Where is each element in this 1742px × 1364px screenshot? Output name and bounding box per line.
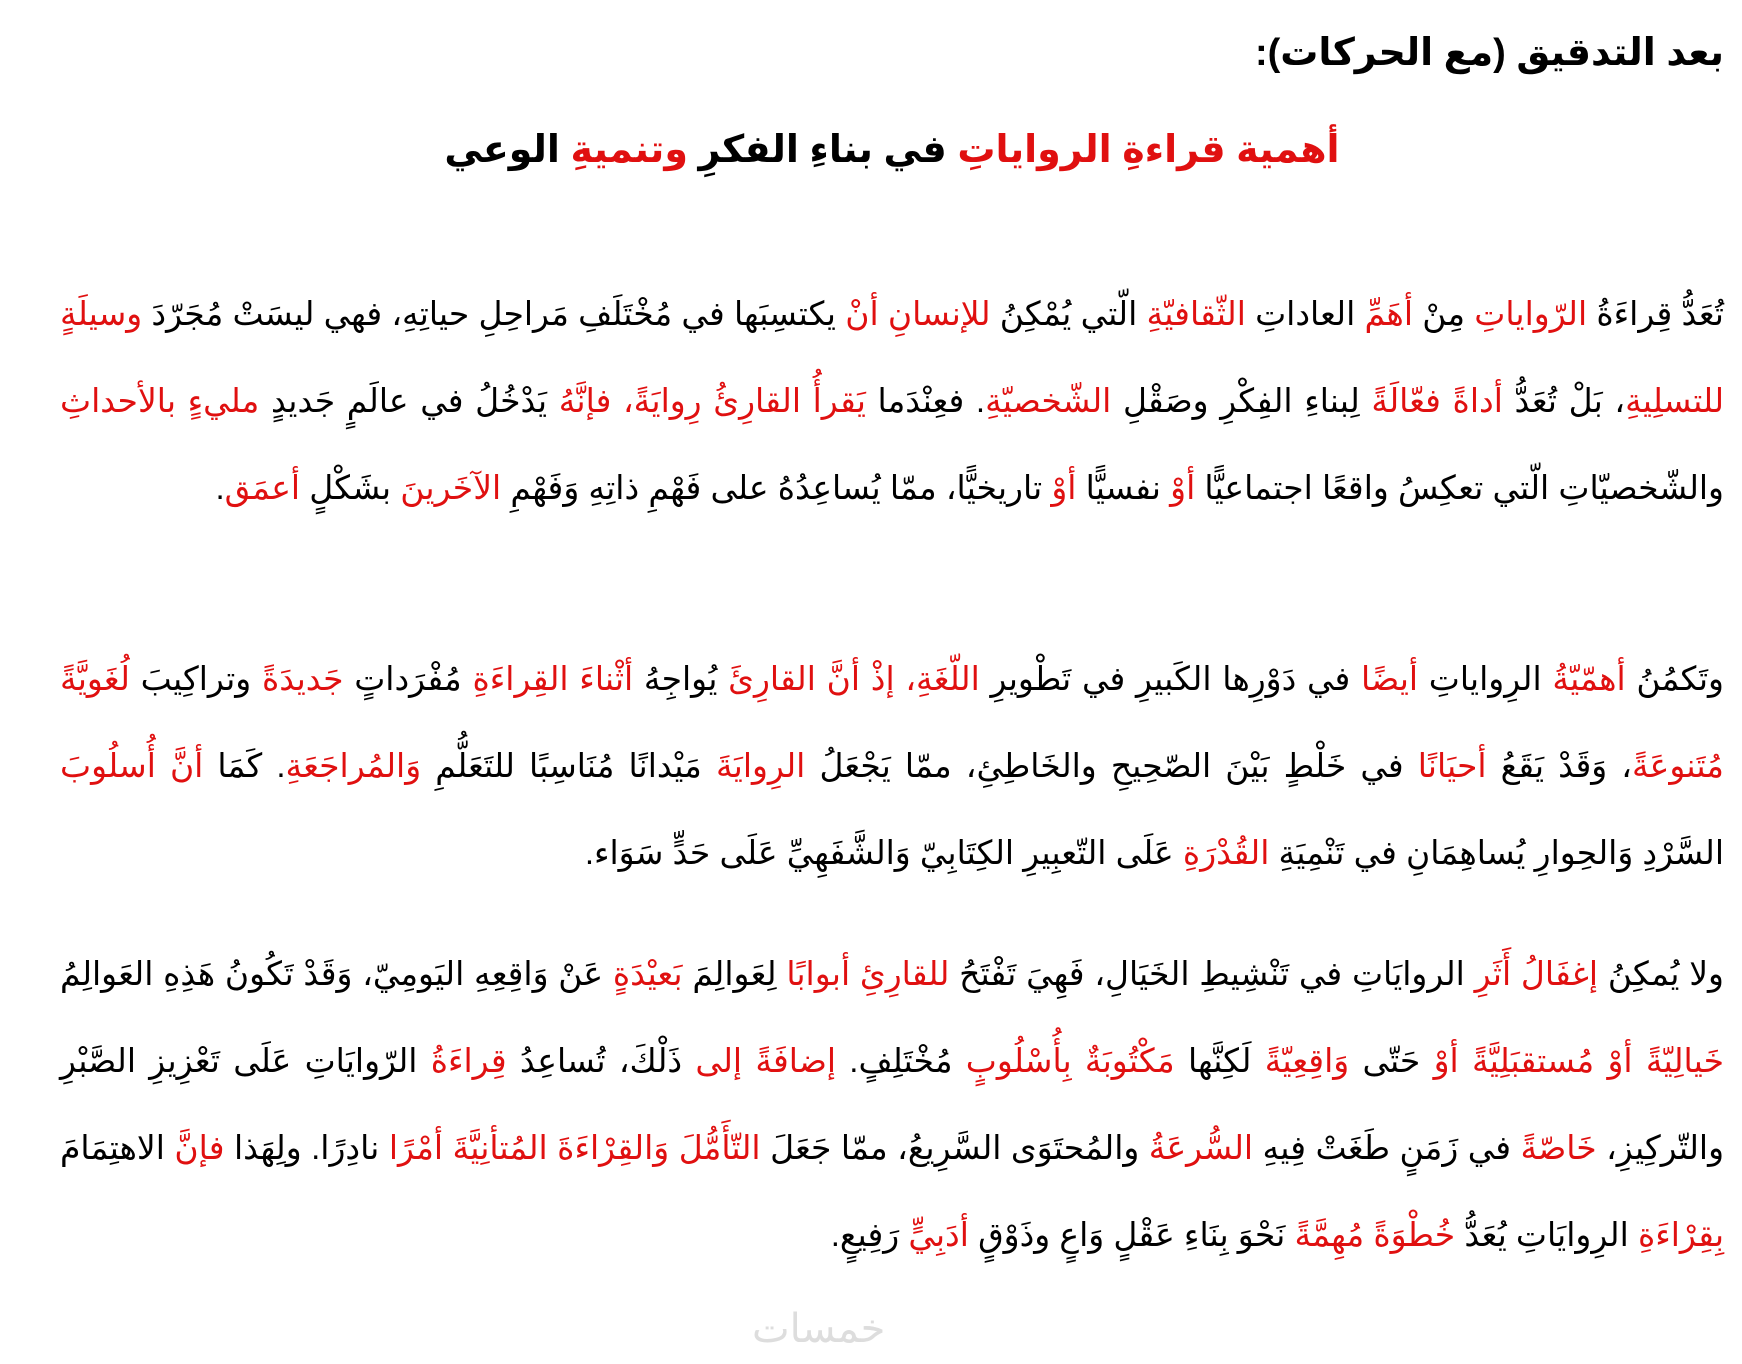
text-segment: لِعَوالِمَ [682,955,787,992]
watermark-logo: خمسات [752,1307,886,1351]
highlighted-text: خَيالِيّةً أوْ مُستقبَلِيَّةً أوْ [1433,1042,1724,1079]
text-segment: تاريخيًّا، ممّا يُساعِدُهُ على فَهْمِ ذاتِهِ وَفَهْمِ [501,469,1052,506]
text-segment: مَيْدانًا مُنَاسِبًا للتَعَلُّمِ [421,747,716,784]
highlighted-text: بِقِرْاءَةِ [1637,1216,1724,1253]
highlighted-text: مَكْتُوبَةٌ بِأُسْلُوبٍ [965,1042,1175,1079]
text-segment: وتراكِيبَ [129,660,262,697]
highlighted-text: وسيلَةٍ للتسلِيةِ [60,295,1725,419]
highlighted-text: لُغَويَّةً مُتَنوعَةً [60,660,1724,784]
highlighted-text: الرِوايَةَ [715,747,806,784]
text-segment: العاداتِ [1245,295,1365,332]
text-segment: يكتسِبَها في مُخْتَلَفِ مَراحِلِ حياتِهِ، فهي ليسَتْ مُجَرّدَ [142,295,846,332]
text-segment: . فعِنْدَما [865,382,986,419]
text-segment: رَفِيعٍ. [830,1216,909,1253]
text-segment: نادِرًا. ولِهَذا [224,1129,389,1166]
highlighted-text: أوْ [1170,469,1196,506]
highlighted-text: خَاصّةً [1520,1129,1597,1166]
text-segment: السَّرْدِ وَالحِوارِ يُساهِمَانِ في تَنْمِيَةِ [1269,834,1724,871]
text-segment: الروايَاتِ في تَنْشِيطِ الخَيَالِ، فَهِيَ تَفْتَحُ [949,955,1475,992]
highlighted-text: السُّرعَةُ [1148,1129,1254,1166]
document-heading: بعد التدقيق (مع الحركات): [1254,32,1724,74]
highlighted-text: يَقرأُ القارِئُ رِوايَةً، فإنَّهُ [558,382,866,419]
text-segment: الرّوايَاتِ عَلَى تَعْزِيزِ الصَّبْرِ والتّركِيزِ، [60,1042,1725,1166]
highlighted-text: جَديدَةً [261,660,344,697]
text-segment: عَنْ وَاقِعِهِ اليَومِيّ، وَقَدْ تَكُونُ هَذِهِ العَوالِمُ [60,955,613,992]
highlighted-text: أحيَانًا [1417,747,1487,784]
text-segment: الرِوايَاتِ يُعَدُّ [1455,1216,1638,1253]
highlighted-text: إغفَالُ أَثَرِ [1474,955,1599,992]
text-segment: لِبناءِ الفِكْرِ وصَقْلِ [1111,382,1372,419]
highlighted-text: خُطْوَةً مُهِمَّةً [1294,1216,1456,1253]
text-segment: مُخْتَلِفٍ. [836,1042,966,1079]
text-segment: والمُحتَوَى السَّرِيعُ، ممّا جَعَلَ [760,1129,1149,1166]
title-segment: الوعي [444,129,571,171]
text-segment: نَحْوَ بِنَاءِ عَقْلٍ وَاعٍ وذَوْقٍ [968,1216,1295,1253]
highlighted-text: وَاقِعِيّةً [1264,1042,1350,1079]
paragraph-language-development [60,635,1724,896]
highlighted-text: أعمَق [224,469,301,506]
text-segment: تُعَدُّ قِراءَةُ [1587,295,1724,332]
text-segment: نفسيًّا [1076,469,1171,506]
text-segment: يَدْخُلُ في عالَمٍ جَديدٍ [259,382,559,419]
highlighted-text: أهمّيّةُ [1552,660,1626,697]
text-segment: عَلَى التّعبِيرِ الكِتَابِيّ وَالشَّفَهِيِّ عَلَى حَدٍّ سَوَاء. [584,834,1183,871]
text-segment: ، وَقَدْ يَقَعُ [1486,747,1632,784]
paragraph-reading-benefits [60,270,1724,531]
text-segment: في زَمَنٍ طَغَتْ فِيهِ [1253,1129,1521,1166]
text-segment: مِنْ [1413,295,1475,332]
document-page [60,0,1724,1364]
text-segment: مُفْرَداتٍ [343,660,473,697]
highlighted-text: الآخَرينَ [400,469,502,506]
text-segment: الّتي يُمْكِنُ [990,295,1147,332]
text-segment: ذَلْكَ، تُساعِدُ [506,1042,696,1079]
text-segment: وتَكمُنُ [1625,660,1724,697]
highlighted-text: أهَمِّ [1364,295,1414,332]
highlighted-text: الثّقافيّةِ [1146,295,1246,332]
text-segment: ، بَلْ تُعَدُّ [1502,382,1626,419]
highlighted-text: بَعيْدَةٍ [612,955,683,992]
text-segment: في خَلْطٍ بَيْنَ الصّحِيحِ والخَاطِئِ، ممّا يَجْعَلُ [805,747,1418,784]
title-segment: أهمية قراءةِ الرواياتِ [957,129,1340,171]
highlighted-text: أداةً فعّالَةً [1371,382,1503,419]
text-segment: الرِواياتِ [1418,660,1553,697]
text-segment: ولا يُمكِنُ [1598,955,1724,992]
highlighted-text: القُدْرَةِ [1182,834,1270,871]
text-segment: الاهتِمَامَ [60,1129,175,1166]
highlighted-text: قِراءَةُ [430,1042,507,1079]
title-segment: وتنميةِ [570,129,688,171]
text-segment: لَكِنَّها [1174,1042,1265,1079]
highlighted-text: مليءٍ بالأحداثِ [60,382,260,419]
highlighted-text: للإنسانِ أنْ [845,295,991,332]
highlighted-text: فإنَّ [174,1129,225,1166]
paragraph-imagination [60,930,1724,1278]
highlighted-text: اللّغَةِ، إذْ أنَّ القارِئَ [728,660,980,697]
highlighted-text: أنَّ أُسلُوبَ [60,747,204,784]
highlighted-text: الشّخصيّةِ [985,382,1112,419]
text-segment: والشّخصيّاتِ الّتي تعكِسُ واقعًا اجتماعيًّا [1195,469,1724,506]
text-segment: في دَوْرِها الكَبيرِ في تَطْويرِ [979,660,1362,697]
highlighted-text: التّأَمُّلَ وَالقِرْاءَةَ المُتأنِيَّةَ أمْرًا [388,1129,761,1166]
highlighted-text: إضافَةً إلى [695,1042,837,1079]
article-title [60,120,1724,180]
text-segment: يُواجِهُ [633,660,729,697]
text-segment: . كَمَا [203,747,286,784]
highlighted-text: الرّواياتِ [1474,295,1588,332]
highlighted-text: أيضًا [1361,660,1419,697]
text-segment: بشَكْلٍ [300,469,401,506]
title-segment: في بناءِ الفكرِ [687,129,958,171]
highlighted-text: وَالمُراجَعَةِ [285,747,422,784]
highlighted-text: أدَبِيٍّ [908,1216,969,1253]
highlighted-text: أثْناءَ القِراءَةِ [472,660,634,697]
highlighted-text: أوْ [1051,469,1077,506]
text-segment: . [215,469,225,506]
highlighted-text: للقارِئِ أبوابًا [786,955,950,992]
text-segment: حَتّى [1349,1042,1434,1079]
